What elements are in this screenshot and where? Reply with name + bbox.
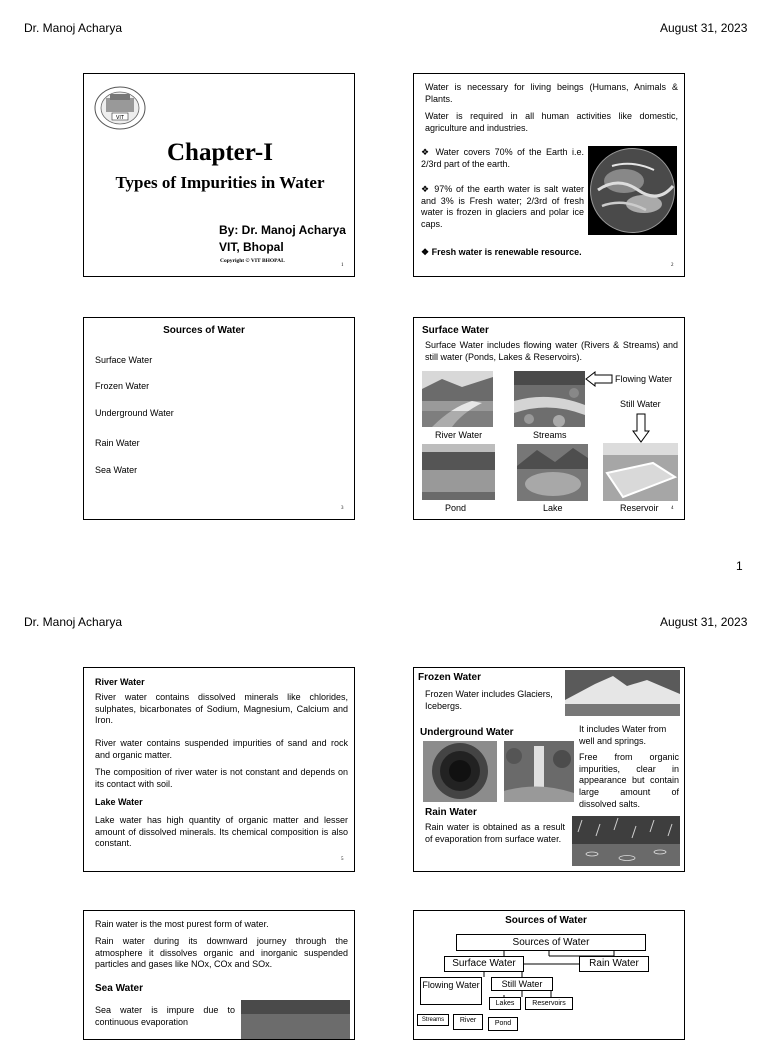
node-reservoirs: Reservoirs <box>525 997 573 1010</box>
source-item: Frozen Water <box>95 381 150 391</box>
slide4-title: Surface Water <box>422 325 489 336</box>
rain-image <box>572 816 680 866</box>
still-arrow <box>632 413 650 443</box>
source-item: Rain Water <box>95 438 140 448</box>
source-item: Surface Water <box>95 355 153 365</box>
page1-date: August 31, 2023 <box>660 21 748 35</box>
slide7-para-2: Rain water during its downward journey through the atmosphere it dissolves organic and inorganic suspended particles and gases like NOx, COx and SOx. <box>95 936 348 970</box>
slide2-para-1: Water is necessary for living beings (Humans, Animals & Plants. <box>425 82 678 104</box>
slide-7 <box>83 910 355 1040</box>
slide-4 <box>413 317 685 520</box>
caption-reservoir: Reservoir <box>620 503 659 513</box>
page2-author: Dr. Manoj Acharya <box>24 615 123 629</box>
node-still-water: Still Water <box>491 977 553 991</box>
flowing-arrow <box>585 371 613 387</box>
slide7-para-1: Rain water is the most purest form of water. <box>95 919 269 929</box>
slide5-heading-river: River Water <box>95 677 145 687</box>
node-surface-water: Surface Water <box>444 956 524 972</box>
streams-image <box>514 371 585 427</box>
reservoir-image <box>603 443 678 501</box>
slide2-bullet-1: ❖ Water covers 70% of the Earth i.e. 2/3rd part of the earth. <box>421 147 584 169</box>
vit-logo <box>94 86 146 130</box>
node-lakes: Lakes <box>489 997 521 1010</box>
caption-river: River Water <box>435 430 483 440</box>
slide-5 <box>83 667 355 872</box>
slide7-para-sea: Sea water is impure due to continuous evaporation <box>95 1005 235 1027</box>
earth-image <box>588 146 677 235</box>
slide-8 <box>413 910 685 1040</box>
slide-6 <box>413 667 685 872</box>
node-sources-of-water: Sources of Water <box>456 934 646 951</box>
slide6-para-frozen: Frozen Water includes Glaciers, Icebergs. <box>425 689 553 711</box>
source-item: Underground Water <box>95 408 174 418</box>
slide3-title: Sources of Water <box>163 325 245 336</box>
slide5-para-3: The composition of river water is not constant and depends on its contact with soil. <box>95 767 348 789</box>
well-image <box>423 741 497 802</box>
slide2-bullet-3: ❖ Fresh water is renewable resource. <box>421 247 582 257</box>
slide1-subtitle: Types of Impurities in Water <box>115 173 325 192</box>
slide6-para-rain: Rain water is obtained as a result of evaporation from surface water. <box>425 822 565 844</box>
source-item: Sea Water <box>95 465 138 475</box>
slide-1 <box>83 73 355 277</box>
glacier-image <box>565 670 680 716</box>
slide1-author: By: Dr. Manoj Acharya <box>219 223 346 237</box>
page1-author: Dr. Manoj Acharya <box>24 21 123 35</box>
slide6-heading-rain: Rain Water <box>425 807 477 818</box>
slide6-para-underground-detail: Free from organic impurities, clear in appearance but contain large amount of dissolved salts. <box>579 752 679 809</box>
river-image <box>422 371 493 427</box>
slide8-title: Sources of Water <box>505 915 587 926</box>
node-flowing-water: Flowing Water <box>420 977 482 1005</box>
slide5-heading-lake: Lake Water <box>95 797 143 807</box>
slide-number: 1 <box>341 263 344 268</box>
slide5-para-4: Lake water has high quantity of organic matter and lesser amount of dissolved minerals. Its chemical composition is also constant. <box>95 815 348 849</box>
slide-2 <box>413 73 685 277</box>
page-number: 1 <box>736 559 743 573</box>
slide-number: 4 <box>671 506 674 511</box>
slide-number: 3 <box>341 506 344 511</box>
slide2-para-2: Water is required in all human activities like domestic, agriculture and industries. <box>425 111 678 133</box>
slide-3 <box>83 317 355 520</box>
still-water-label: Still Water <box>620 399 661 409</box>
caption-pond: Pond <box>445 503 467 513</box>
slide2-bullet-2: ❖ 97% of the earth water is salt water and 3% is Fresh water; 2/3rd of fresh water is frozen in glaciers and polar ice caps. <box>421 184 584 230</box>
node-rain-water: Rain Water <box>579 956 649 972</box>
slide1-institution: VIT, Bhopal <box>219 240 284 254</box>
flowing-water-label: Flowing Water <box>615 374 673 384</box>
slide-number: 2 <box>671 263 674 268</box>
node-pond: Pond <box>488 1017 518 1031</box>
page2-date: August 31, 2023 <box>660 615 748 629</box>
node-streams: Streams <box>417 1014 449 1026</box>
slide5-para-2: River water contains suspended impurities of sand and rock and organic matter. <box>95 738 348 760</box>
svg-text:VIT: VIT <box>116 115 124 121</box>
slide7-heading-sea: Sea Water <box>95 983 143 994</box>
slide6-heading-frozen: Frozen Water <box>418 672 481 683</box>
slide5-para-1: River water contains dissolved minerals like chlorides, sulphates, bicarbonates of Sodium, Magnesium, Calcium and Iron. <box>95 692 348 726</box>
node-river: River <box>453 1014 483 1030</box>
slide1-title: Chapter-I <box>166 139 273 166</box>
sea-image <box>241 1000 350 1040</box>
slide1-copyright: Copyright © VIT BHOPAL <box>220 258 285 264</box>
caption-lake: Lake <box>543 503 563 513</box>
pond-image <box>422 444 495 500</box>
slide-number: 5 <box>341 857 344 862</box>
slide6-para-underground: It includes Water from well and springs. <box>579 724 667 746</box>
slide6-heading-underground: Underground Water <box>420 727 514 738</box>
caption-streams: Streams <box>533 430 567 440</box>
lake-image <box>517 444 588 501</box>
slide4-desc: Surface Water includes flowing water (Rivers & Streams) and still water (Ponds, Lakes & Reservoirs). <box>425 340 678 362</box>
spring-image <box>504 741 574 802</box>
